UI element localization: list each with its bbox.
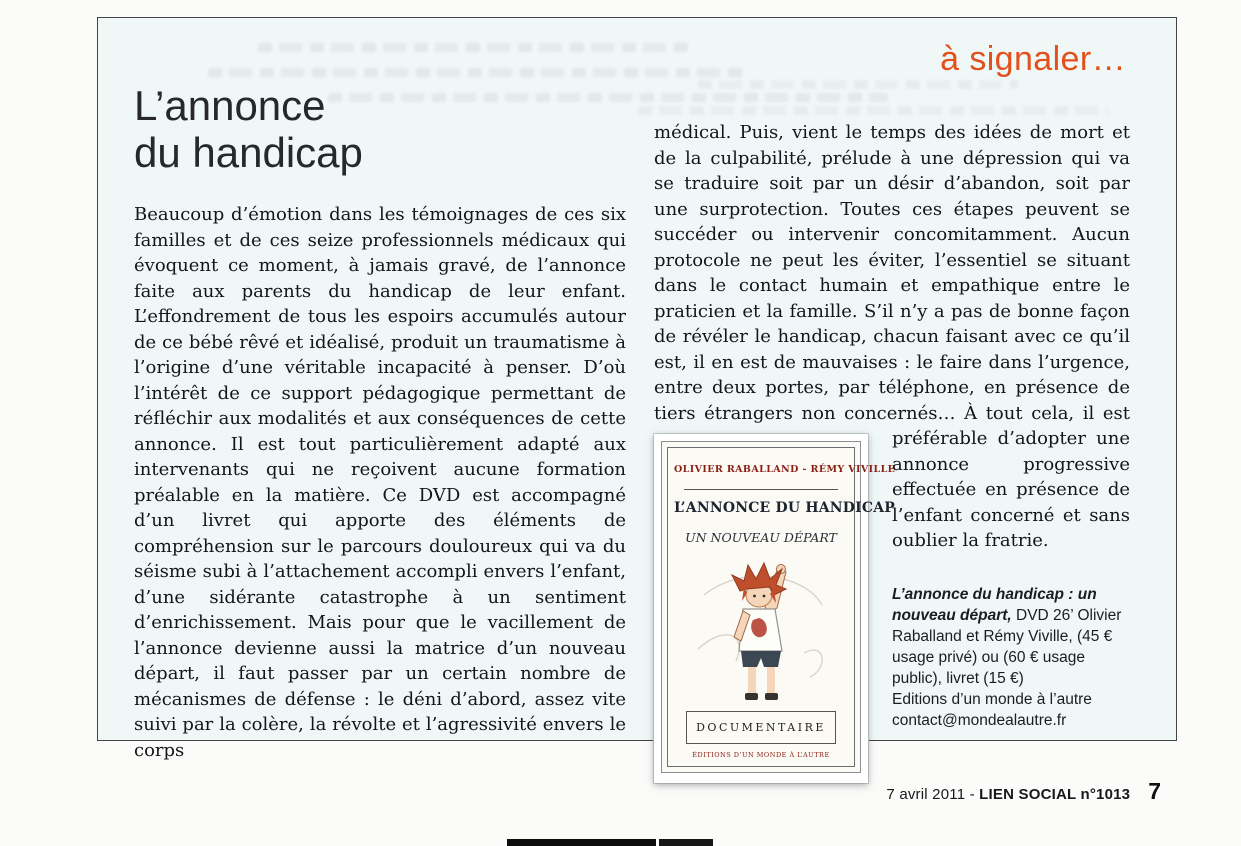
footer-journal-name: LIEN SOCIAL n°1013: [979, 786, 1131, 803]
dvd-cover-frame: [667, 447, 896, 767]
section-label: à signaler…: [940, 40, 1126, 78]
dvd-caption-details: DVD 26’ Olivier Raballand et Rémy Viville, (45 € usage privé) ou (60 € usage public), livret (15 €): [892, 606, 1122, 687]
scan-edge-artifact: [659, 839, 713, 846]
dvd-subtitle: UN NOUVEAU DÉPART: [685, 530, 837, 545]
footer-page-number: 7: [1148, 778, 1161, 804]
dvd-illustration: [685, 557, 837, 707]
dvd-cover-card: [654, 434, 896, 783]
dvd-publisher-logo: ÉDITIONS D’UN MONDE À L’AUTRE: [692, 751, 830, 759]
dvd-caption-title: L’annonce du handicap : un nouveau départ,: [892, 585, 1097, 624]
footer-issue-line: [886, 786, 1130, 803]
dvd-title: L’ANNONCE DU HANDICAP: [674, 499, 896, 516]
article-title-line1: L’annonce: [134, 82, 326, 129]
article-frame: [97, 17, 1177, 761]
scan-bleed-artifact: [258, 43, 688, 52]
dvd-cover-sleeve: [661, 441, 896, 773]
article-paragraph-left: Beaucoup d’émotion dans les témoignages de ces six familles et de ces seize professionnels médicaux qui évoquent ce moment, à jamais gravé, de l’annonce faite aux parents du handicap de leur enfant. L’effondrement de tous les espoirs accumulés autour de ce bébé rêvé et idéalisé, produit un traumatisme à l’origine d’une véritable incapacité à penser. D’où l’intérêt de ce support pédagogique permettant de réfléchir aux modalités et aux conséquences de cette annonce. Il est tout particulièrement adapté aux intervenants qui ne reçoivent aucune formation préalable en la matière. Ce DVD est accompagné d’un livret qui apporte des éléments de compréhension sur le parcours douloureux qui va du séisme subi à l’attachement accompli envers l’enfant, d’une sidérante catastrophe à un sentiment d’enrichissement. Mais pour que le vacillement de l’annonce devienne aussi la matrice d’un nouveau départ, il faut passer par un certain nombre de mécanismes de défense : le déni d’abord, assez vite suivi par la colère, la révolte et l’agressivité envers le corps: [134, 204, 626, 761]
article-column-left: [134, 82, 626, 789]
dvd-rule: [684, 489, 838, 490]
page-footer: [886, 778, 1161, 805]
article-content: [134, 82, 1130, 789]
article-text-before-image: médical. Puis, vient le temps des idées de mort et de la culpabilité, prélude à une dépression qui va se traduire soit par un désir d’abandon, soit par une surprotection. Toutes ces étapes peuvent se succéder ou intervenir concomitamment. Aucun protocole ne peut les éviter, l’essentiel se situant dans le contact humain et empathique entre le praticien et la famille. S’il n’y a pas de bonne façon de révéler le handicap, chacun faisant avec ce qu’il est, il en est de mauvaises : le faire dans l’urgence, entre deux portes, par téléphone, en présence de tiers étrangers non concernés… À tout: [654, 122, 1130, 424]
dvd-caption-contact: contact@mondealautre.fr: [892, 711, 1067, 729]
dvd-caption-publisher: Editions d’un monde à l’autre: [892, 690, 1092, 708]
article-column-right: [654, 120, 1130, 789]
scan-bleed-artifact: [208, 68, 748, 77]
article-text-after-image: cela, il est préférable d’adopter une annonce progressive effectuée en présence de l’enfant concerné et sans oublier la fratrie.: [892, 402, 1130, 551]
dvd-authors: OLIVIER RABALLAND - RÉMY VIVILLE: [674, 464, 896, 475]
dvd-cover: [654, 434, 896, 783]
article-title: [134, 82, 626, 176]
scan-edge-artifact: [507, 839, 656, 846]
article-title-line2: du handicap: [134, 129, 363, 177]
dvd-genre-band: DOCUMENTAIRE: [686, 711, 836, 745]
footer-date: 7 avril 2011 -: [886, 786, 980, 803]
